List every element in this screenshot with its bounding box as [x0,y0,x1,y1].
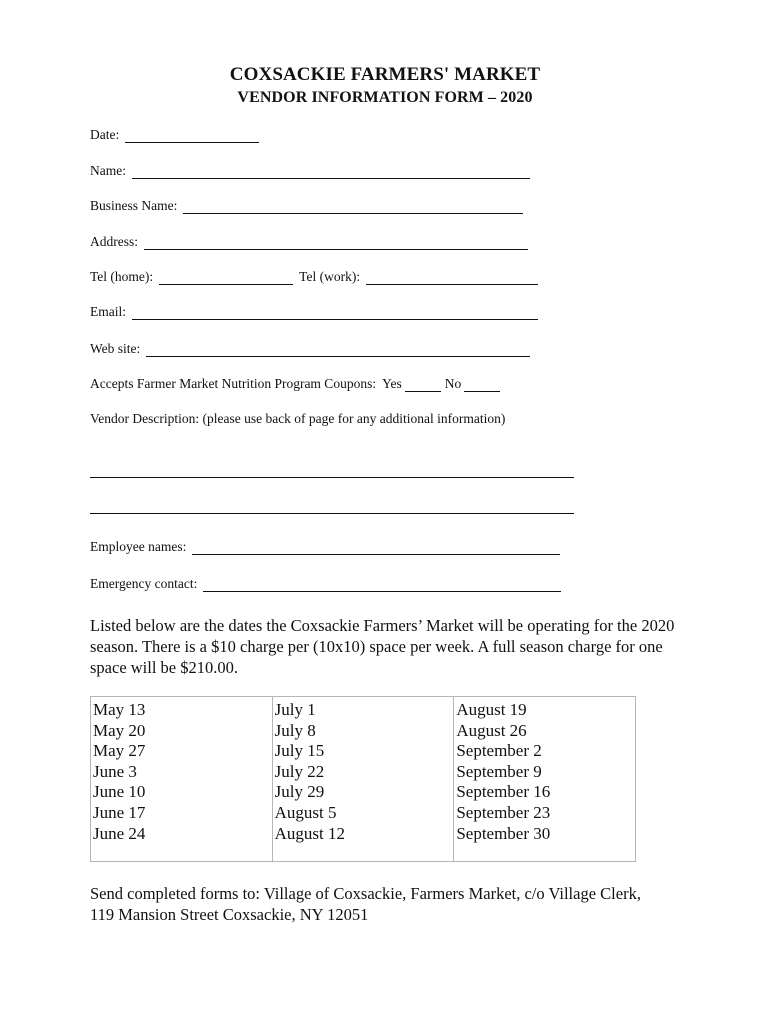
tel-work-blank[interactable] [366,270,538,285]
name-blank[interactable] [132,164,530,179]
date-item: May 27 [93,741,146,761]
dates-column-1 [91,697,273,862]
date-item: June 10 [93,782,146,802]
email-field [90,302,538,320]
address-label: Address: [90,234,138,249]
business-name-blank[interactable] [183,199,523,214]
name-label: Name: [90,163,126,178]
date-item: May 20 [93,720,146,740]
date-field [90,125,259,143]
date-item: September 30 [456,823,551,843]
emergency-contact-label: Emergency contact: [90,576,198,591]
vendor-description-label: Vendor Description: (please use back of page for any additional information) [90,411,506,426]
coupons-yes-blank[interactable] [405,377,441,392]
employee-names-label: Employee names: [90,539,187,554]
date-blank[interactable] [125,128,259,143]
tel-home-label: Tel (home): [90,269,154,284]
date-item: July 1 [274,700,316,719]
date-item: August 5 [274,802,337,822]
submission-instructions: Send completed forms to: Village of Coxsackie, Farmers Market, c/o Village Clerk, 119 Mansion Street Coxsackie, NY 12051 [90,884,641,924]
address-blank[interactable] [144,235,528,250]
date-item: July 15 [274,741,325,761]
date-item: August 12 [274,823,346,843]
employee-names-blank[interactable] [192,540,560,555]
coupons-label: Accepts Farmer Market Nutrition Program Coupons: [90,376,377,391]
dates-column-2 [272,697,454,862]
date-item: September 23 [456,802,551,822]
business-name-field [90,196,523,214]
date-label: Date: [90,127,120,142]
table-row [91,697,636,862]
season-info-paragraph: Listed below are the dates the Coxsackie Farmers’ Market will be operating for the 2020 season. There is a $10 charge per (10x10) space per week. A full season charge for one space will be $210.00. [90,616,675,677]
coupons-no-label: No [444,376,462,391]
date-item: September 16 [456,782,551,802]
business-name-label: Business Name: [90,198,178,213]
vendor-description-line-1[interactable] [90,477,574,478]
website-label: Web site: [90,341,141,356]
emergency-contact-field [90,574,561,592]
date-item: August 19 [456,700,527,719]
address-field [90,232,528,250]
date-item: July 8 [274,720,316,740]
date-item: June 3 [93,761,137,781]
date-item: July 29 [274,782,325,802]
date-item: September 9 [456,761,542,781]
employee-names-field [90,537,560,555]
coupons-yes-label: Yes [382,376,402,391]
tel-work-label: Tel (work): [299,269,361,284]
email-label: Email: [90,304,126,319]
date-item: June 24 [93,823,146,843]
tel-home-blank[interactable] [159,270,293,285]
form-subtitle: VENDOR INFORMATION FORM – 2020 [237,89,533,106]
telephone-field [90,267,538,285]
coupons-no-blank[interactable] [464,377,500,392]
emergency-contact-blank[interactable] [203,577,561,592]
name-field [90,161,530,179]
website-field [90,339,530,357]
vendor-description-line-2[interactable] [90,513,574,514]
dates-column-3 [454,697,636,862]
date-item: September 2 [456,741,542,761]
date-item: May 13 [93,700,146,719]
vendor-description-field [90,409,511,427]
date-item: August 26 [456,720,527,740]
market-dates-table [90,696,636,862]
date-item: June 17 [93,802,146,822]
email-blank[interactable] [132,305,538,320]
form-title: COXSACKIE FARMERS' MARKET [229,64,541,85]
coupons-field [90,374,500,392]
website-blank[interactable] [146,342,530,357]
date-item: July 22 [274,761,325,781]
